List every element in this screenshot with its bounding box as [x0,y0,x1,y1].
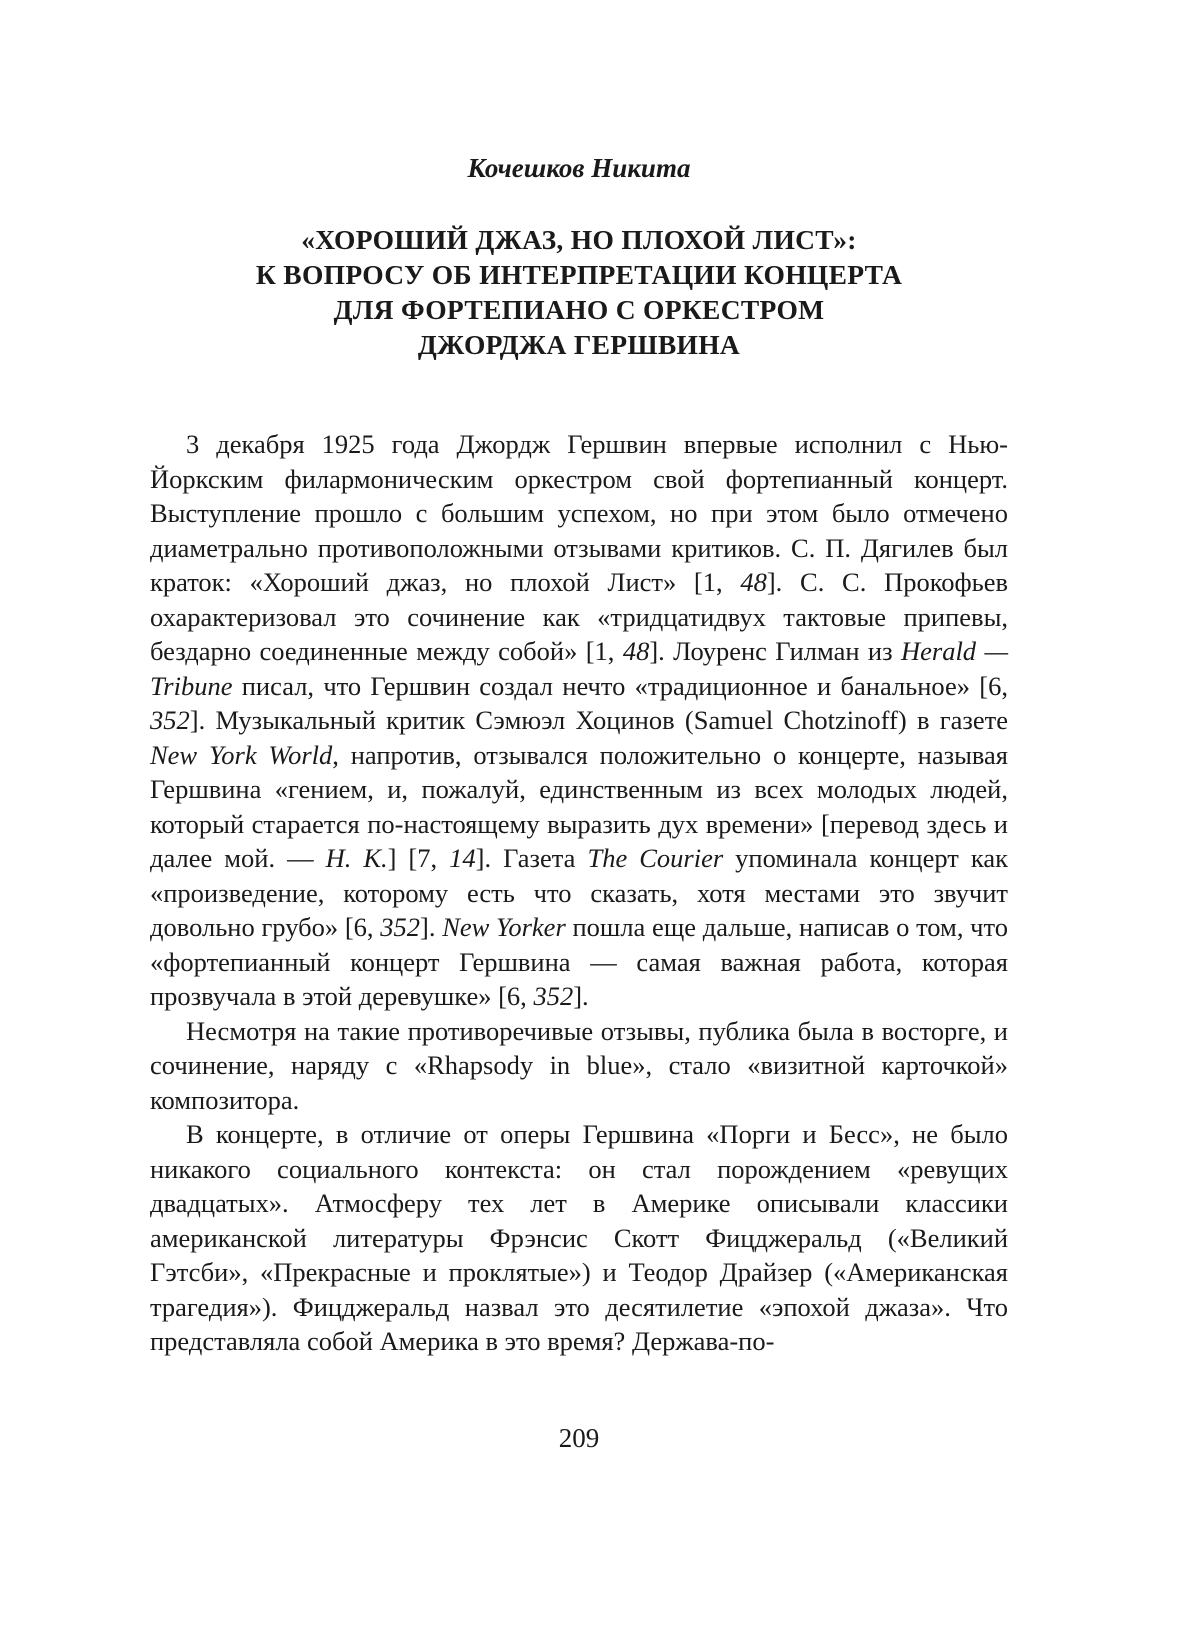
italic-text: 352 [380,912,420,942]
text-run: ]. Газета [476,843,588,873]
italic-text: 14 [449,843,476,873]
text-run: ] [7, [388,843,450,873]
italic-text: The Courier [587,843,723,873]
italic-text: New York World [150,740,332,770]
text-run: ]. Музыкальный критик Сэмю­эл Хоцинов (Samuel Chotzinoff) в газете [190,705,1008,735]
text-run: ]. Ло­уренс Гилман из [649,636,901,666]
text-run: писал, что Гершвин создал нечто «традиционное и банальное» [6, [232,671,1008,701]
text-run: Несмотря на такие противоречивые отзывы, публика была в вос­торге, и сочинение, наряду с «Rhapsody in blue», стало «визитной карточкой» композитора. [150,1016,1008,1115]
page-number: 209 [150,1420,1008,1456]
title-line: «ХОРОШИЙ ДЖАЗ, НО ПЛОХОЙ ЛИСТ»: [150,222,1008,257]
text-run: ]. [573,981,588,1011]
italic-text: Н. К. [326,843,388,873]
document-page [150,0,1008,1626]
title-line: К ВОПРОСУ ОБ ИНТЕРПРЕТАЦИИ КОНЦЕРТА [150,257,1008,292]
article-body [150,427,1008,1359]
text-run: В концерте, в отличие от оперы Гершвина «Порги и Бесс», не было никакого социального контекста: он стал порождением «ревущих двадцатых». Атмосферу тех лет в Америке описывали классики американской литературы Фрэнсис Скотт Фицджеральд («Великий Гэтсби», «Прекрасные и проклятые») и Теодор Драйзер («Амери­канская трагедия»). Фицджеральд назвал это десятилетие «эпохой джаза». Что представляла собой Америка в это время? Держава-по- [150,1119,1008,1356]
paragraph [150,1014,1008,1118]
text-run: пошла еще дальше, написав о том, что «фортепианный концерт Гершвина — самая важная рабо­та, которая прозвучала в этой деревушке» [6, [150,912,1008,1011]
title-line: ДЛЯ ФОРТЕПИАНО С ОРКЕСТРОМ [150,292,1008,327]
italic-text: 352 [150,705,190,735]
title-line: ДЖОРДЖА ГЕРШВИНА [150,327,1008,362]
author-name: Кочешков Никита [150,150,1008,186]
italic-text: New Yorker [442,912,566,942]
text-run: , напротив, отзывался положительно о концерте, называя Гершвина «гением, и, пожалуй, единственным из всех молодых людей, который стара­ется по-настоящему выразить дух времени» [перевод здесь и далее мой. — [150,740,1008,874]
article-title [150,222,1008,362]
italic-text: 352 [533,981,573,1011]
text-run: 3 декабря 1925 года Джордж Гершвин впервые исполнил с Нью-Йоркским филармоническим оркестром свой фортепианный кон­церт. Выступление прошло с большим успехом, но при этом было отмечено диаметрально противоположными отзывами критиков. С. П. Дягилев был краток: «Хороший джаз, но плохой Лист» [1, [150,429,1008,597]
italic-text: 48 [623,636,650,666]
text-run: упоминала концерт как «произведение, которому есть что сказать, хотя местами это звучит довольно грубо» [6, [150,843,1008,942]
italic-text: Herald — Tribune [150,636,1008,701]
italic-text: 48 [740,567,767,597]
text-run: ]. С. С. Прокофьев охарактеризовал это сочинение как «тридцатидвух тактовые припевы, бездарно соединенные между собой» [1, [150,567,1008,666]
paragraph [150,427,1008,1014]
paragraph [150,1117,1008,1359]
text-run: ]. [420,912,442,942]
